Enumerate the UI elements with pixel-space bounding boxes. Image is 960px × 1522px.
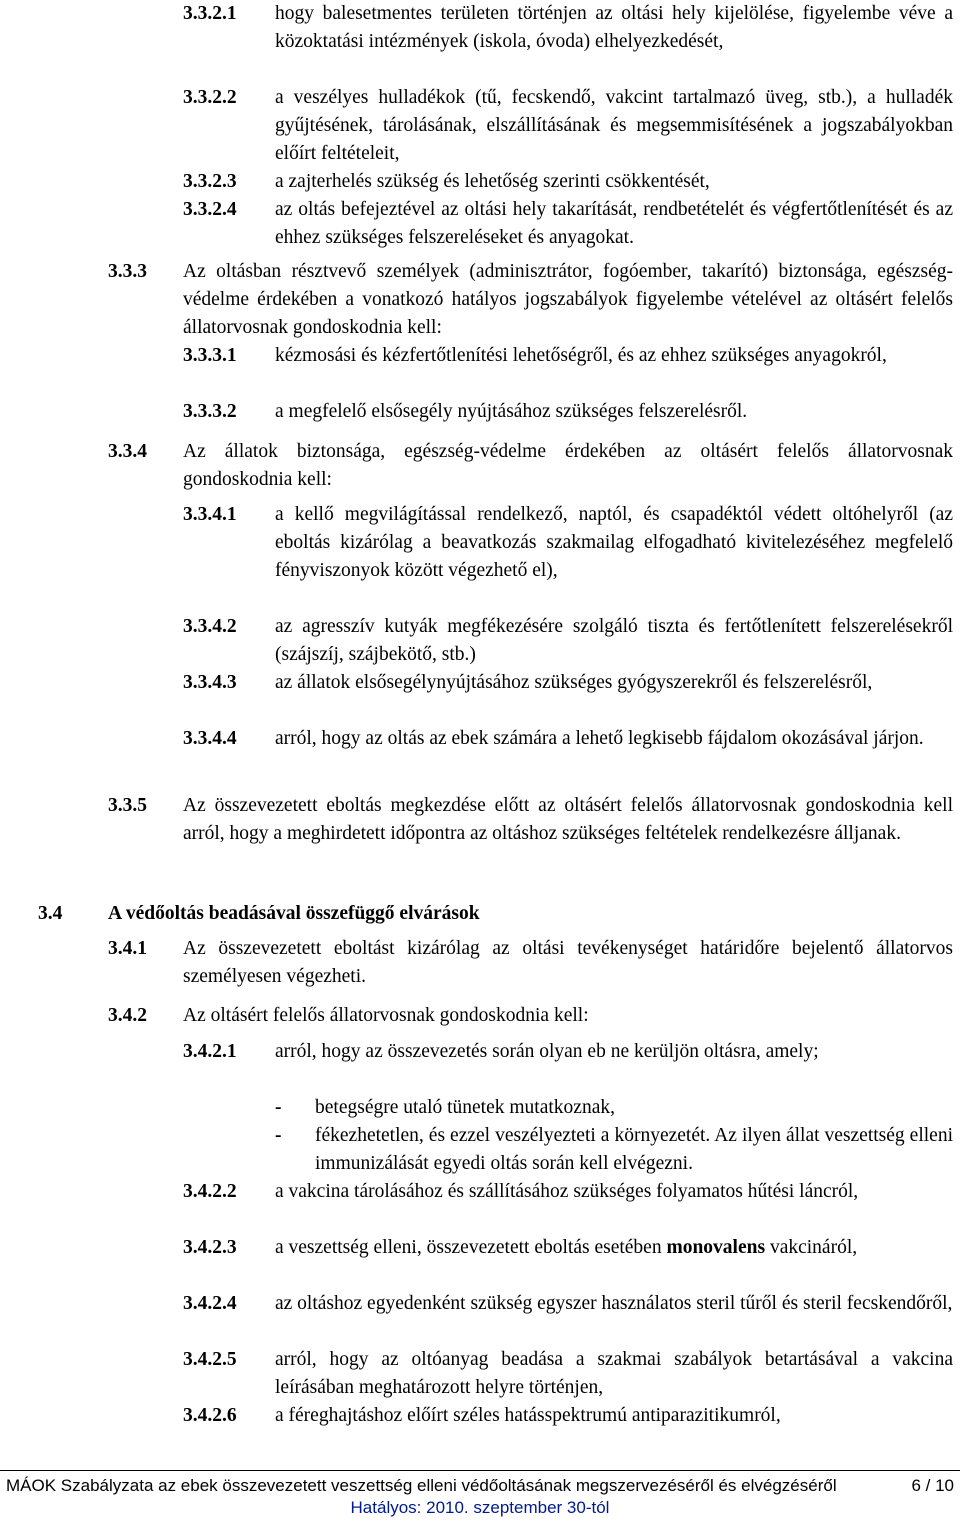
item-text: Az oltásért felelős állatorvosnak gondoskodnia kell: [183,1005,589,1026]
item-number: 3.4.2.4 [183,1293,237,1314]
item-number: 3.3.2.2 [183,87,237,108]
item-number: 3.3.4.4 [183,728,237,749]
item-text: a kellő megvilágítással rendelkező, naptól, és csapadéktól védett oltóhelyről (az eboltás kizárólag a beavatkozás szakmailag elfogadható kivitelezéséhez megfelelő fényviszonyok között végezhető el), [275,504,953,581]
item-number: 3.3.4.1 [183,504,237,525]
effective-date: Hatályos: 2010. szeptember 30-tól [350,1498,610,1517]
item-number: 3.3.2.3 [183,171,237,192]
item-text: az oltás befejeztével az oltási hely takarítását, rendbetételét és végfertőtlenítését és az ehhez szükséges felszereléseket és anyagokat. [275,199,953,248]
list-item [183,0,953,56]
item-number: 3.4.2.6 [183,1405,237,1426]
item-text: Az összevezetett eboltás megkezdése előtt az oltásért felelős állatorvosnak gondoskodnia kell arról, hogy a meghirdetett időpontra az oltáshoz szükséges feltételek rendelkezésre álljanak. [183,795,953,844]
heading-text: A védőoltás beadásával összefüggő elvárások [108,903,480,924]
item-text: az állatok elsősegélynyújtásához szükséges gyógyszerekről és felszerelésről, [275,672,873,693]
item-text [275,1234,953,1262]
item-text: hogy balesetmentes területen történjen az oltási hely kijelölése, figyelembe véve a közoktatási intézmények (iskola, óvoda) elhelyezkedését, [275,3,953,52]
item-number: 3.4.2.2 [183,1181,237,1202]
list-item [183,342,953,370]
section-item [108,792,953,848]
dash-item [275,1122,953,1178]
list-item [183,1038,953,1066]
item-text: a zajterhelés szükség és lehetőség szerinti csökkentését, [275,171,710,192]
item-text: a vakcina tárolásához és szállításához szükséges folyamatos hűtési láncról, [275,1181,859,1202]
section-item [108,1002,953,1030]
item-number: 3.4.1 [108,938,147,959]
item-text: a féreghajtáshoz előírt széles hatásspektrumú antiparazitikumról, [275,1405,781,1426]
item-text: Az oltásban résztvevő személyek (adminisztrátor, fogóember, takarító) biztonsága, egészség-védelme érdekében a vonatkozó hatályos jogszabályok figyelembe vételével az oltásért felelős állatorvosnak gondoskodnia kell: [183,261,953,338]
item-number: 3.3.4.3 [183,672,237,693]
item-number: 3.3.2.1 [183,3,237,24]
item-text: a veszélyes hulladékok (tű, fecskendő, vakcint tartalmazó üveg, stb.), a hulladék gyűjtésének, tárolásának, elszállításának és megsemmisítésének a jogszabályokban előírt feltételeit, [275,87,953,164]
list-item [183,725,953,753]
dash-text: betegségre utaló tünetek mutatkoznak, [315,1097,615,1118]
section-item [108,258,953,342]
section-item [108,935,953,991]
section-heading [38,900,480,928]
item-text: arról, hogy az oltás az ebek számára a lehető legkisebb fájdalom okozásával járjon. [275,728,924,749]
item-number: 3.3.3.1 [183,345,237,366]
item-number: 3.3.5 [108,795,147,816]
page-number: 6 / 10 [911,1476,954,1495]
list-item [183,1346,953,1402]
item-text: az oltáshoz egyedenként szükség egyszer használatos steril tűről és steril fecskendőről, [275,1293,953,1314]
item-text: az agresszív kutyák megfékezésére szolgáló tiszta és fertőtlenített felszerelésekről (szájszíj, szájbekötő, stb.) [275,616,953,665]
item-number: 3.3.4.2 [183,616,237,637]
item-number: 3.3.4 [108,441,147,462]
item-text-part: vakcináról, [769,1237,858,1258]
item-number: 3.3.3.2 [183,401,237,422]
item-text: arról, hogy az oltóanyag beadása a szakmai szabályok betartásával a vakcina leírásában meghatározott helyre történjen, [275,1349,953,1398]
item-number: 3.4.2.3 [183,1237,237,1258]
dash-marker: - [275,1125,282,1146]
footer-divider [0,1470,960,1471]
list-item [183,501,953,585]
item-number: 3.4.2.5 [183,1349,237,1370]
item-text: Az összevezetett eboltást kizárólag az oltási tevékenységet határidőre bejelentő állatorvos személyesen végezheti. [183,938,953,987]
list-item [183,1178,953,1206]
list-item [183,398,953,426]
dash-text: fékezhetetlen, és ezzel veszélyezteti a környezetét. Az ilyen állat veszettség elleni immunizálását egyedi oltás során kell elvégezni. [315,1125,953,1174]
section-item [108,438,953,494]
item-number: 3.3.2.4 [183,199,237,220]
list-item [183,1234,953,1262]
list-item [183,1290,953,1318]
item-text: a megfelelő elsősegély nyújtásához szükséges felszerelésről. [275,401,748,422]
list-item [183,669,953,697]
item-text-part: a veszettség elleni, összevezetett eboltás esetében [275,1237,662,1258]
item-text: kézmosási és kézfertőtlenítési lehetőségről, és az ehhez szükséges anyagokról, [275,345,887,366]
dash-item [275,1094,953,1122]
footer-title: MÁOK Szabályzata az ebek összevezetett veszettség elleni védőoltásának megszervezéséről és elvégzéséről [6,1476,837,1495]
heading-number: 3.4 [38,903,63,924]
list-item [183,196,953,252]
item-number: 3.4.2 [108,1005,147,1026]
list-item [183,1402,953,1430]
item-text-bold: monovalens [666,1237,766,1258]
item-number: 3.4.2.1 [183,1041,237,1062]
item-text: Az állatok biztonsága, egészség-védelme érdekében az oltásért felelős állatorvosnak gondoskodnia kell: [183,441,953,490]
list-item [183,613,953,669]
dash-marker: - [275,1097,282,1118]
list-item [183,168,953,196]
list-item [183,84,953,168]
item-text: arról, hogy az összevezetés során olyan eb ne kerüljön oltásra, amely; [275,1041,819,1062]
item-number: 3.3.3 [108,261,147,282]
